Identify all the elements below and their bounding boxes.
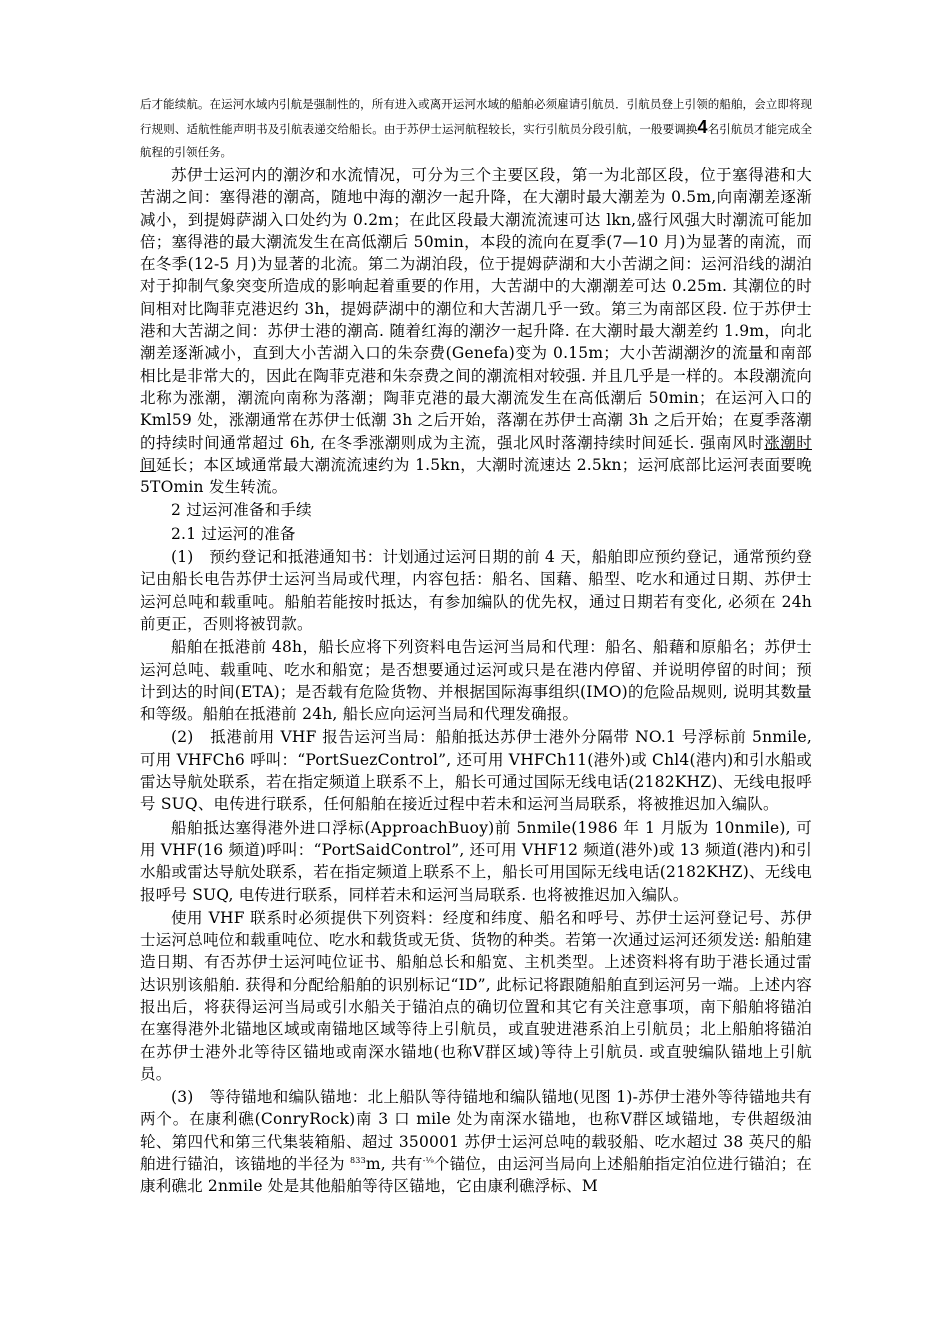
intro-text-b: 名引航员才能完成全航程的引领任务。 <box>140 122 813 159</box>
tide-text-b: 延长；本区域通常最大潮流流速约为 1.5kn，大潮时流速达 2.5kn；运河底部比运河表面要晚 5TOmin 发生转流。 <box>140 455 812 497</box>
booking-paragraph: (1) 预约登记和抵港通知书：计划通过运河日期的前 4 天，船舶即应预约登记，通常预约登记由船长电告苏伊士运河当局或代理，内容包括：船名、国藉、船型、吃水和通过日期、苏伊士运河总吨和载重吨。船舶若能按时抵达，有参加编队的优先权，通过日期若有变化, 必须在 24h 前更正，否则将被罚款。 <box>140 548 812 633</box>
tide-paragraph <box>140 164 812 498</box>
intro-text-a: 后才能续航。在运河水域内引航是强制性的，所有进入或离开运河水域的船舶必须雇请引航员．引航员登上引领的船舶，会立即将现行规则、适航性能声明书及引航表递交给船长。由于苏伊士运河航程较长，实行引航员分段引航，一般要调换 <box>140 97 812 136</box>
vhf-port-said-paragraph: 船舶抵达塞得港外进口浮标(ApproachBuoy)前 5nmile(1986 年 1 月版为 10nmile), 可用 VHF(16 频道)呼叫：“PortSaidControl”, 还可用 VHF12 频道(港外)或 13 频道(港内)和引水船或雷达导航处联系，若在指定频道上联系不上，船长可用国际无线电话(2182KHZ)、无线电报呼号 SUQ, 电传进行联系，同样若未和运河当局联系. 也将被推迟加入编队。 <box>140 818 812 904</box>
tide-text-a: 苏伊士运河内的潮汐和水流情况，可分为三个主要区段，第一为北部区段，位于塞得港和大苦湖之间：塞得港的潮高，随地中海的潮汐一起升降，在大潮时最大潮差为 0.5m,向南潮差逐渐减小，到提姆萨湖入口处约为 0.2m；在此区段最大潮流流速可达 lkn,盛行风强大时潮流可能加倍；塞得港的最大潮流发生在高低潮后 50min，本段的流向在夏季(7—10 月)为显著的南流，而在冬季(12-5 月)为显著的北流。第二为湖泊段，位于提姆萨湖和大小苦湖之间：运河沿线的湖泊对于抑制气象突变所造成的影响起着重要的作用，大苦湖中的大潮潮差可达 0.25m. 其潮位的时间相对比陶菲克港迟约 3h，提姆萨湖中的潮位和大苦湖几乎一致。第三为南部区段. 位于苏伊士港和大苦湖之间：苏伊士港的潮高. 随着红海的潮汐一起升降. 在大潮时最大潮差约 1.9m，向北潮差逐渐减小，直到大小苦湖入口的朱奈费(Genefa)变为 0.15m；大小苦湖潮汐的流量和南部相比是非常大的，因此在陶菲克港和朱奈费之间的潮流相对较强. 并且几乎是一样的。本段潮流向北称为涨潮，潮流向南称为落潮；陶菲克港的最大潮流发生在高低潮后 50min；在运河入口的 Kml59 处，涨潮通常在苏伊士低潮 3h 之后开始，落潮在苏伊士高潮 3h 之后开始；在夏季落潮的持续时间通常超过 6h, 在冬季涨潮则成为主流，强北风时落潮持续时间延长. 强南风时 <box>140 166 812 452</box>
anchorage-text-c: 个锚位，由运河当局向上述船舶指定泊位进行锚泊；在康利礁北 2nmile 处是其他船舶等待区锚地，它由康利礁浮标、M <box>140 1155 812 1196</box>
section-heading-2-1: 2.1 过运河的准备 <box>171 524 296 543</box>
anchorage-count-value: -¹⁄₉ <box>422 1155 434 1165</box>
tide-underlined-text: 涨潮时间 <box>140 433 812 474</box>
vhf-suez-paragraph: (2) 抵港前用 VHF 报告运河当局：船舶抵达苏伊士港外分隔带 NO.1 号浮标前 5nmile, 可用 VHFCh6 呼叫：“PortSuezControl”, 还可用 VHFCh11(港外)或 Chl4(港内)和引水船或雷达导航处联系，若在指定频道上联系不上，船长可通过国际无线电话(2182KHZ)、无线电报呼号 SUQ、电传进行联系，任何船舶在接近过程中若未和运河当局联系，将被推迟加入编队。 <box>140 728 812 814</box>
arrival-48h-paragraph: 船舶在抵港前 48h，船长应将下列资料电告运河当局和代理：船名、船藉和原船名；苏伊士运河总吨、载重吨、吃水和船宽；是否想要通过运河或只是在港内停留、并说明停留的时间；预计到达的时间(ETA)；是否载有危险货物、并根据国际海事组织(IMO)的危险品规则, 说明其数量和等级。船舶在抵港前 24h, 船长应向运河当局和代理发确报。 <box>140 638 812 724</box>
vhf-info-paragraph: 使用 VHF 联系时必须提供下列资料：经度和纬度、船名和呼号、苏伊士运河登记号、苏伊士运河总吨位和载重吨位、吃水和载货或无货、货物的种类。若第一次通过运河还须发送: 船舶建造日期、有否苏伊士运河吨位证书、船舶总长和船宽、主机类型。上述资料将有助于港长通过雷达识别该船舶. 获得和分配给船舶的识别标记“ID”, 此标记将跟随船舶直到运河另一端。上述内容报出后，将获得运河当局或引水船关于锚泊点的确切位置和其它有关注意事项，南下船舶将锚泊在塞得港外北锚地区域或南锚地区域等待上引航员，或直驶进港系泊上引航员；北上船舶将锚泊在苏伊士港外北等待区锚地或南深水锚地(也称Ⅴ群区域)等待上引航员. 或直驶编队锚地上引航员。 <box>140 908 812 1083</box>
document-body <box>140 93 812 1198</box>
section-heading-2: 2 过运河准备和手续 <box>171 501 312 520</box>
anchorage-text-b: m, 共有 <box>365 1155 423 1174</box>
intro-number: 4 <box>697 117 708 137</box>
anchorage-paragraph <box>140 1086 812 1197</box>
anchorage-text-a: (3) 等待锚地和编队锚地：北上船队等待锚地和编队锚地(见图 1)-苏伊士港外等待锚地共有两个。在康利礁(ConryRock)南 3 口 mile 处为南深水锚地，也称Ⅴ群区域锚地，专供超级油轮、第四代和第三代集装箱船、超过 350001 苏伊士运河总吨的载驳船、吃水超过 38 英尺的船舶进行锚泊，该锚地的半径为 <box>140 1088 812 1174</box>
intro-paragraph <box>140 93 812 164</box>
anchorage-radius-value: 833 <box>350 1155 366 1165</box>
